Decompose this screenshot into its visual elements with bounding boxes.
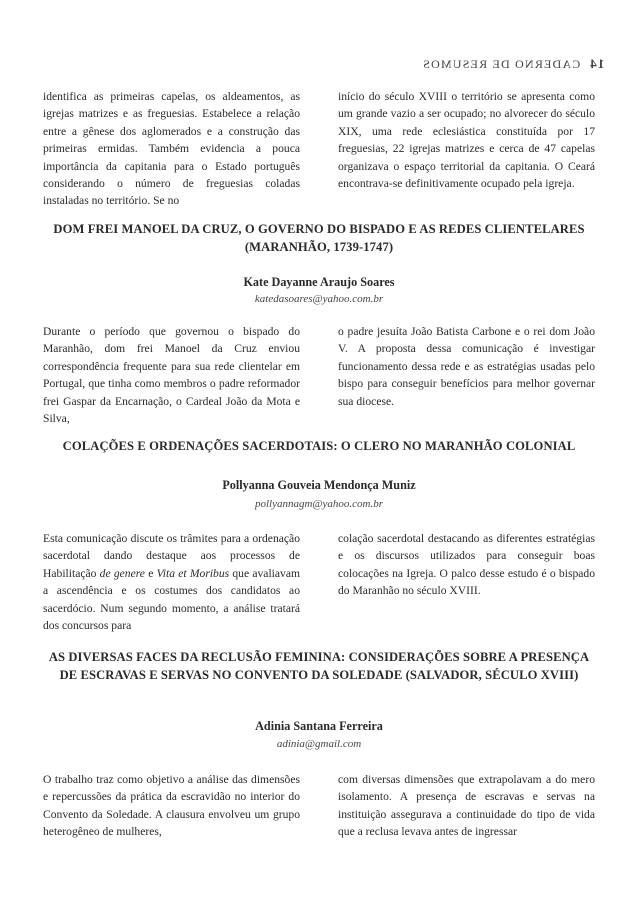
article-3-email: adinia@gmail.com xyxy=(276,738,362,750)
article-2-italic-de-genere: de genere xyxy=(99,566,145,580)
article-2-column-left xyxy=(43,530,300,634)
article-3-column-left: O trabalho traz como objetivo a análise das dimensões e repercussões da prática da escravidão no interior do Convento da Soledade. A clausura envolveu um grupo heterogêneo de mulheres, xyxy=(43,773,300,839)
article-1-column-right: o padre jesuíta João Batista Carbone e o rei dom João V. A proposta dessa comunicação é investigar funcionamento dessa rede e as estratégias usadas pelo bispo para conseguir benefícios para melhor governar sua diocese. xyxy=(338,325,595,408)
article-2-title: COLAÇÕES E ORDENAÇÕES SACERDOTAIS: O CLERO NO MARANHÃO COLONIAL xyxy=(62,439,576,453)
article-2-email: pollyannagm@yahoo.com.br xyxy=(254,498,384,510)
article-2-text-a: Esta comunicação discute os trâmites para a ordenação sacerdotal dando destaque aos processos de Habilitação xyxy=(43,532,300,580)
intro-columns xyxy=(43,88,595,210)
article-2-columns xyxy=(43,530,595,634)
article-3-column-right: com diversas dimensões que extrapolavam a do mero isolamento. A presença de escravas e servas na instituição assegurava a continuidade do tipo de vida que a reclusa levava antes de ingressar xyxy=(338,773,595,839)
article-3-title: AS DIVERSAS FACES DA RECLUSÃO FEMININA: CONSIDERAÇÕES SOBRE A PRESENÇA DE ESCRAVAS E SERVAS NO CONVENTO DA SOLEDADE (SALVADOR, SÉCULO XVIII) xyxy=(48,650,590,682)
article-2-column-right: colação sacerdotal destacando as diferentes estratégias e os discursos utilizados para conseguir boas colocações na Igreja. O palco desse estudo é o bispado do Maranhão no século XVIII. xyxy=(338,532,595,598)
article-1-author: Kate Dayanne Araujo Soares xyxy=(243,275,395,289)
running-header xyxy=(422,56,604,72)
article-1-column-left: Durante o período que governou o bispado do Maranhão, dom frei Manoel da Cruz enviou correspondência frequente para sua rede clientelar em Portugal, que tinha como membros o padre reformador frei Gaspar da Encarnação, o Cardeal João da Mota e Silva, xyxy=(43,325,300,426)
article-3-author: Adinia Santana Ferreira xyxy=(255,719,383,733)
article-1-columns xyxy=(43,323,595,427)
article-1-title: DOM FREI MANOEL DA CRUZ, O GOVERNO DO BISPADO E AS REDES CLIENTELARES (MARANHÃO, 1739-1747) xyxy=(53,222,585,254)
article-1-email: katedasoares@yahoo.com.br xyxy=(254,293,384,305)
running-title: CADERNO DE RESUMOS xyxy=(422,56,581,71)
intro-column-right: início do século XVIII o território se apresenta como um grande vazio a ser ocupado; no alvorecer do século XIX, uma rede eclesiástica constituída por 17 freguesias, 22 igrejas matrizes e cerca de 47 capelas organizava o espaço territorial da capitania. O Ceará encontrava-se definitivamente ocupado pela igreja. xyxy=(338,90,595,191)
article-2-text-c: que avaliavam a ascendência e os costumes dos candidatos ao sacerdócio. Num segundo momento, a análise tratará dos concursos para xyxy=(43,566,300,633)
article-2-italic-vita: Vita et Moribus xyxy=(156,566,230,580)
article-3-columns xyxy=(43,771,595,841)
article-2-author: Pollyanna Gouveia Mendonça Muniz xyxy=(222,478,416,492)
intro-column-left: identifica as primeiras capelas, os aldeamentos, as igrejas matrizes e as freguesias. Estabelece a relação entre a gênese dos aglomerados e a construção das primeiras ermidas. Também evidencia a pouca importância da capitania para o Estado português considerando o número de freguesias coladas instaladas no território. Se no xyxy=(43,90,300,208)
article-2-text-b: e xyxy=(144,566,157,580)
page-number: 14 xyxy=(588,56,604,71)
